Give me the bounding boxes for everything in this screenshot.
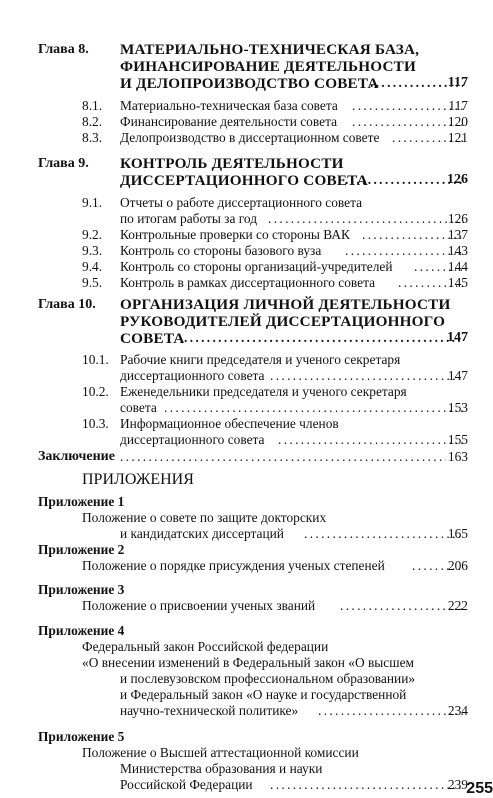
leader-dots bbox=[318, 703, 464, 719]
leader-dots bbox=[268, 211, 464, 227]
section-8-3-number: 8.3. bbox=[82, 130, 103, 145]
chapter-8-title-line-3: И ДЕЛОПРОИЗВОДСТВО СОВЕТА bbox=[120, 75, 379, 92]
leader-dots bbox=[278, 432, 464, 448]
chapter-9-page: 126 bbox=[447, 172, 468, 187]
appendix-4-title-line-2: «О внесении изменений в Федеральный закон «О высшем bbox=[82, 655, 414, 670]
section-10-3-title-line-2: диссертационного совета bbox=[120, 432, 265, 447]
appendix-1-label: Приложение 1 bbox=[38, 494, 125, 509]
section-8-1-number: 8.1. bbox=[82, 98, 103, 113]
page-number: 255 bbox=[466, 780, 493, 797]
leader-dots bbox=[270, 777, 464, 793]
appendix-2-label: Приложение 2 bbox=[38, 542, 125, 557]
chapter-10-page: 147 bbox=[447, 330, 468, 345]
section-8-2-number: 8.2. bbox=[82, 114, 103, 129]
section-9-5-page: 145 bbox=[447, 275, 468, 290]
appendix-1-page: 165 bbox=[447, 526, 468, 541]
section-10-3-title-line-1: Информационное обеспечение членов bbox=[120, 416, 339, 431]
chapter-8-page: 117 bbox=[447, 75, 468, 90]
section-9-1-page: 126 bbox=[447, 211, 468, 226]
section-8-3-page: 121 bbox=[447, 130, 468, 145]
appendix-3-label: Приложение 3 bbox=[38, 582, 125, 597]
section-9-1-title-line-2: по итогам работы за год bbox=[120, 211, 258, 226]
appendix-4-label: Приложение 4 bbox=[38, 623, 125, 638]
appendix-3-title: Положение о присвоении ученых званий bbox=[82, 598, 316, 613]
chapter-8-title-line-1: МАТЕРИАЛЬНО-ТЕХНИЧЕСКАЯ БАЗА, bbox=[120, 41, 420, 58]
appendix-5-title-line-3: Российской Федерации bbox=[120, 777, 253, 792]
chapter-8-title-line-2: ФИНАНСИРОВАНИЕ ДЕЯТЕЛЬНОСТИ bbox=[120, 58, 417, 75]
section-10-1-number: 10.1. bbox=[82, 352, 109, 367]
leader-dots bbox=[120, 449, 446, 465]
leader-dots bbox=[304, 526, 464, 542]
section-10-2-title-line-1: Еженедельники председателя и ученого секретаря bbox=[120, 384, 407, 399]
section-9-1-number: 9.1. bbox=[82, 195, 103, 210]
section-8-3-title: Делопроизводство в диссертационном совете bbox=[120, 130, 380, 145]
chapter-10-title-line-1: ОРГАНИЗАЦИЯ ЛИЧНОЙ ДЕЯТЕЛЬНОСТИ bbox=[120, 296, 451, 313]
section-8-2-page: 120 bbox=[447, 114, 468, 129]
section-9-4-title: Контроль со стороны организаций-учредителей bbox=[120, 259, 393, 274]
section-10-3-number: 10.3. bbox=[82, 416, 109, 431]
chapter-9-label: Глава 9. bbox=[38, 156, 89, 171]
leader-dots bbox=[352, 98, 464, 114]
leader-dots bbox=[270, 368, 464, 384]
section-9-2-title: Контрольные проверки со стороны ВАК bbox=[120, 227, 350, 242]
appendix-2-page: 206 bbox=[447, 558, 468, 573]
section-9-4-number: 9.4. bbox=[82, 259, 103, 274]
leader-dots bbox=[345, 172, 463, 188]
leader-dots bbox=[164, 400, 464, 416]
appendix-4-title-line-4: и Федеральный закон «О науке и государственной bbox=[120, 687, 407, 702]
appendix-3-page: 222 bbox=[447, 598, 468, 613]
appendix-5-label: Приложение 5 bbox=[38, 729, 125, 744]
appendix-5-title-line-2: Министерства образования и науки bbox=[120, 761, 323, 776]
section-10-1-title-line-1: Рабочие книги председателя и ученого секретаря bbox=[120, 352, 401, 367]
section-8-1-title: Материально-техническая база совета bbox=[120, 98, 338, 113]
section-10-2-title-line-2: совета bbox=[120, 400, 157, 415]
chapter-8-label: Глава 8. bbox=[38, 42, 89, 57]
appendix-4-title-line-3: и послевузовском профессиональном образовании» bbox=[120, 671, 416, 686]
section-9-5-number: 9.5. bbox=[82, 275, 103, 290]
section-9-3-title: Контроль со стороны базового вуза bbox=[120, 243, 322, 258]
section-9-4-page: 144 bbox=[447, 259, 468, 274]
section-10-2-number: 10.2. bbox=[82, 384, 109, 399]
section-9-2-page: 137 bbox=[447, 227, 468, 242]
leader-dots bbox=[345, 243, 464, 259]
section-10-2-page: 153 bbox=[447, 400, 468, 415]
conclusion-page: 163 bbox=[447, 449, 468, 464]
chapter-10-title-line-2: РУКОВОДИТЕЛЕЙ ДИССЕРТАЦИОННОГО bbox=[120, 313, 446, 330]
appendix-2-title: Положение о порядке присуждения ученых степеней bbox=[82, 558, 385, 573]
section-9-1-title-line-1: Отчеты о работе диссертационного совета bbox=[120, 195, 363, 210]
section-8-1-page: 117 bbox=[448, 98, 468, 113]
appendix-1-title-line-2: и кандидатских диссертаций bbox=[120, 526, 284, 541]
chapter-10-label: Глава 10. bbox=[38, 297, 96, 312]
section-9-5-title: Контроль в рамках диссертационного совета bbox=[120, 275, 376, 290]
appendix-4-page: 234 bbox=[447, 703, 468, 718]
leader-dots bbox=[340, 598, 464, 614]
appendix-1-title-line-1: Положение о совете по защите докторских bbox=[82, 510, 327, 525]
chapter-9-title-line-1: КОНТРОЛЬ ДЕЯТЕЛЬНОСТИ bbox=[120, 155, 344, 172]
appendix-4-title-line-1: Федеральный закон Российской федерации bbox=[82, 639, 329, 654]
section-9-3-number: 9.3. bbox=[82, 243, 103, 258]
section-9-2-number: 9.2. bbox=[82, 227, 103, 242]
appendix-5-page: 239 bbox=[447, 777, 468, 792]
section-8-2-title: Финансирование деятельности совета bbox=[120, 114, 338, 129]
chapter-9-title-line-2: ДИССЕРТАЦИОННОГО СОВЕТА bbox=[120, 172, 368, 189]
section-10-1-page: 147 bbox=[447, 368, 468, 383]
appendices-heading: ПРИЛОЖЕНИЯ bbox=[82, 471, 194, 488]
section-10-3-page: 155 bbox=[447, 432, 468, 447]
leader-dots bbox=[184, 330, 463, 346]
section-10-1-title-line-2: диссертационного совета bbox=[120, 368, 265, 383]
appendix-5-title-line-1: Положение о Высшей аттестационной комиссии bbox=[82, 745, 359, 760]
appendix-4-title-line-5: научно-технической политике» bbox=[120, 703, 299, 718]
conclusion-label: Заключение bbox=[38, 449, 115, 464]
chapter-10-title-line-3: СОВЕТА bbox=[120, 330, 185, 347]
section-9-3-page: 143 bbox=[447, 243, 468, 258]
